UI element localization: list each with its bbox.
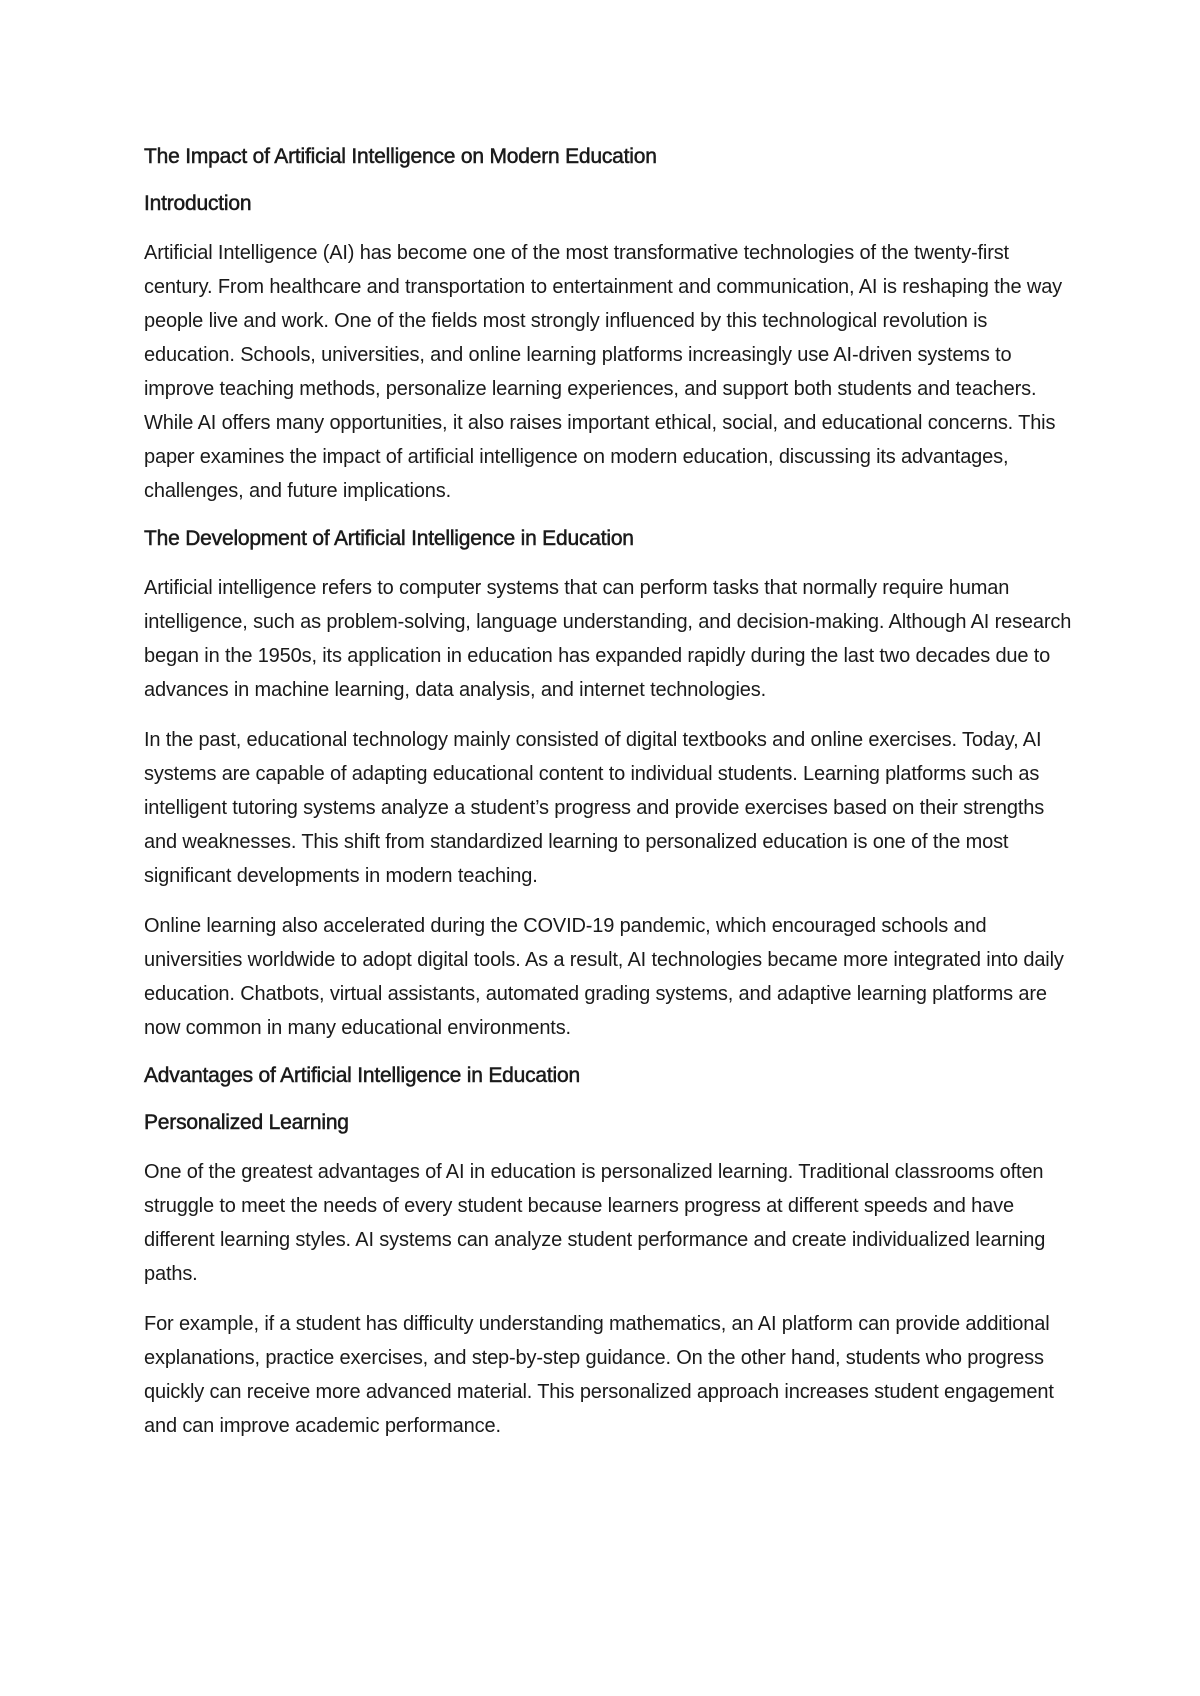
section-heading-advantages: Advantages of Artificial Intelligence in Education [144, 1064, 580, 1087]
paragraph: Online learning also accelerated during the COVID-19 pandemic, which encouraged schools and universities worldwide to adopt digital tools. As a result, AI technologies became more integrated into daily education. Chatbots, virtual assistants, automated grading systems, and adaptive learning platforms are now common in many educational environments. [144, 915, 1064, 1039]
paragraph: In the past, educational technology mainly consisted of digital textbooks and online exercises. Today, AI systems are capable of adapting educational content to individual students. Learning platforms such as intelligent tutoring systems analyze a student’s progress and provide exercises based on their strengths and weaknesses. This shift from standardized learning to personalized education is one of the most significant developments in modern teaching. [144, 729, 1045, 887]
paragraph: Artificial intelligence refers to computer systems that can perform tasks that normally require human intelligence, such as problem-solving, language understanding, and decision-making. Although AI research began in the 1950s, its application in education has expanded rapidly during the last two decades due to advances in machine learning, data analysis, and internet technologies. [144, 577, 1072, 701]
paragraph: One of the greatest advantages of AI in education is personalized learning. Traditional classrooms often struggle to meet the needs of every student because learners progress at different speeds and have different learning styles. AI systems can analyze student performance and create individualized learning paths. [144, 1161, 1046, 1285]
section-heading-introduction: Introduction [144, 192, 252, 215]
section-heading-development: The Development of Artificial Intelligence in Education [144, 527, 634, 550]
subsection-heading-personalized-learning: Personalized Learning [144, 1111, 349, 1134]
paragraph: For example, if a student has difficulty understanding mathematics, an AI platform can provide additional explanations, practice exercises, and step-by-step guidance. On the other hand, students who progress quickly can receive more advanced material. This personalized approach increases student engagement and can improve academic performance. [144, 1313, 1054, 1437]
document-page [144, 142, 1074, 1459]
paragraph: Artificial Intelligence (AI) has become one of the most transformative technologies of the twenty-first century. From healthcare and transportation to entertainment and communication, AI is reshaping the way people live and work. One of the fields most strongly influenced by this technological revolution is education. Schools, universities, and online learning platforms increasingly use AI-driven systems to improve teaching methods, personalize learning experiences, and support both students and teachers. While AI offers many opportunities, it also raises important ethical, social, and educational concerns. This paper examines the impact of artificial intelligence on modern education, discussing its advantages, challenges, and future implications. [144, 242, 1063, 502]
document-title: The Impact of Artificial Intelligence on Modern Education [144, 145, 657, 168]
